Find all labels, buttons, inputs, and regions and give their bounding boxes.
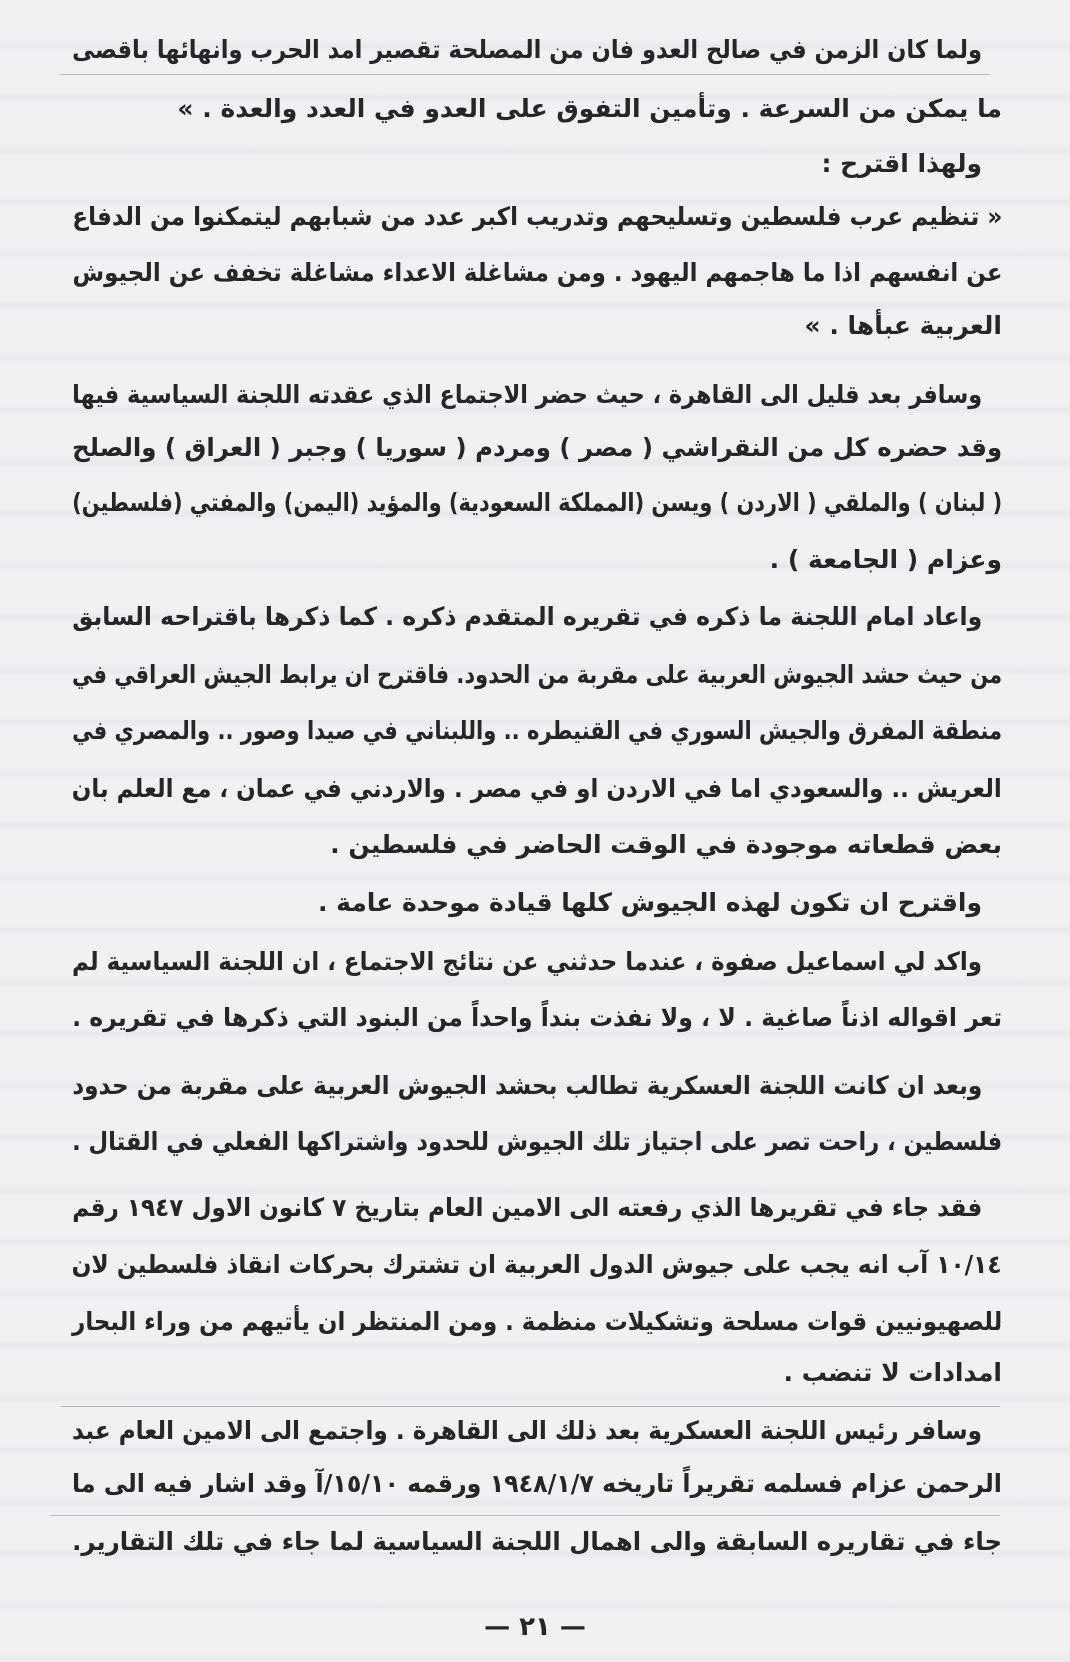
text-line-content: بعض قطعاته موجودة في الوقت الحاضر في فلسطين . [330, 830, 1002, 859]
text-line [72, 942, 982, 982]
text-line-content: وبعد ان كانت اللجنة العسكرية تطالب بحشد الجيوش العربية على مقربة من حدود [71, 1071, 982, 1100]
text-line [72, 253, 1002, 293]
underline-mark [50, 1515, 1000, 1516]
underline-mark [60, 1406, 1000, 1407]
text-line [72, 769, 1002, 809]
text-line [72, 144, 982, 184]
text-line-content: وسافر رئيس اللجنة العسكرية بعد ذلك الى القاهرة . واجتمع الى الامين العام عبد [71, 1416, 982, 1445]
text-line-content: ولهذا اقترح : [821, 149, 982, 178]
text-line-content: تعر اقواله اذناً صاغية . لا ، ولا نفذت بنداً واحداً من البنود التي ذكرها في تقريره . [71, 1003, 1002, 1032]
text-line [72, 1411, 982, 1451]
text-line [72, 655, 1002, 695]
text-line-content: واكد لي اسماعيل صفوة ، عندما حدثني عن نتائج الاجتماع ، ان اللجنة السياسية لم [72, 947, 982, 976]
text-line [72, 1464, 1002, 1504]
text-line-content: واقترح ان تكون لهذه الجيوش كلها قيادة موحدة عامة . [317, 888, 982, 917]
text-line [72, 375, 982, 415]
text-line-content: جاء في تقاريره السابقة والى اهمال اللجنة السياسية لما جاء في تلك التقارير. [72, 1527, 1002, 1556]
underline-mark [60, 74, 990, 75]
text-line [72, 1122, 1002, 1162]
text-line-content: فلسطين ، راحت تصر على اجتياز تلك الجيوش للحدود واشتراكها الفعلي في القتال . [71, 1127, 1002, 1156]
text-line [72, 711, 1002, 751]
text-line-content: واعاد امام اللجنة ما ذكره في تقريره المتقدم ذكره . كما ذكرها باقتراحه السابق [72, 602, 982, 631]
text-line [72, 306, 1002, 346]
text-line [72, 1353, 1002, 1393]
text-line-content: ( لبنان ) والملقي ( الاردن ) ويسن (المملكة السعودية) والمؤيد (اليمن) والمفتي (فلسطين) [71, 488, 1002, 517]
text-line [72, 1245, 1002, 1285]
text-line-content: منطقة المفرق والجيش السوري في القنيطره .. واللبناني في صيدا وصور .. والمصري في [72, 716, 1002, 745]
text-line-content: العربية عبأها . » [804, 311, 1002, 340]
text-line [72, 998, 1002, 1038]
text-line-content: عن انفسهم اذا ما هاجمهم اليهود . ومن مشاغلة الاعداء مشاغلة تخفف عن الجيوش [72, 258, 1002, 287]
text-line [72, 1188, 982, 1228]
text-line [72, 197, 1002, 237]
text-line-content: للصهيونيين قوات مسلحة وتشكيلات منظمة . ومن المنتظر ان يأتيهم من وراء البحار [71, 1307, 1002, 1336]
text-line-content: فقد جاء في تقريرها الذي رفعته الى الامين العام بتاريخ ٧ كانون الاول ١٩٤٧ رقم [72, 1193, 982, 1222]
text-line [72, 428, 1002, 468]
text-line-content: ١٠/١٤ آب انه يجب على جيوش الدول العربية ان تشترك بحركات انقاذ فلسطين لان [71, 1250, 1002, 1279]
text-line [72, 89, 1002, 129]
page-number: — ٢١ — [484, 1612, 586, 1642]
text-line-content: امدادات لا تنضب . [783, 1358, 1002, 1387]
text-line [72, 1522, 1002, 1562]
text-line-content: الرحمن عزام فسلمه تقريراً تاريخه ١٩٤٨/١/٧ ورقمه ١٥/١٠/آ وقد اشار فيه الى ما [72, 1469, 1002, 1498]
text-line-content: العريش .. والسعودي اما في الاردن او في مصر . والاردني في عمان ، مع العلم بان [72, 774, 1002, 803]
text-line [72, 597, 982, 637]
text-line-content: وسافر بعد قليل الى القاهرة ، حيث حضر الاجتماع الذي عقدته اللجنة السياسية فيها [71, 380, 982, 409]
text-line [72, 883, 982, 923]
text-line-content: ما يمكن من السرعة . وتأمين التفوق على العدو في العدد والعدة . » [177, 94, 1002, 123]
text-line [72, 30, 982, 70]
text-line [72, 1066, 982, 1106]
text-line [72, 483, 1002, 523]
text-line [72, 825, 1002, 865]
text-line-content: ولما كان الزمن في صالح العدو فان من المصلحة تقصير امد الحرب وانهائها باقصى [71, 35, 982, 64]
text-line [72, 1302, 1002, 1342]
text-line-content: من حيث حشد الجيوش العربية على مقربة من الحدود. فاقترح ان يرابط الجيش العراقي في [72, 660, 1002, 689]
text-line-content: وقد حضره كل من النقراشي ( مصر ) ومردم ( سوريا ) وجبر ( العراق ) والصلح [72, 433, 1002, 462]
text-line-content: وعزام ( الجامعة ) . [769, 545, 1002, 574]
text-line [72, 540, 1002, 580]
text-line-content: « تنظيم عرب فلسطين وتسليحهم وتدريب اكبر عدد من شبابهم ليتمكنوا من الدفاع [71, 202, 1002, 231]
